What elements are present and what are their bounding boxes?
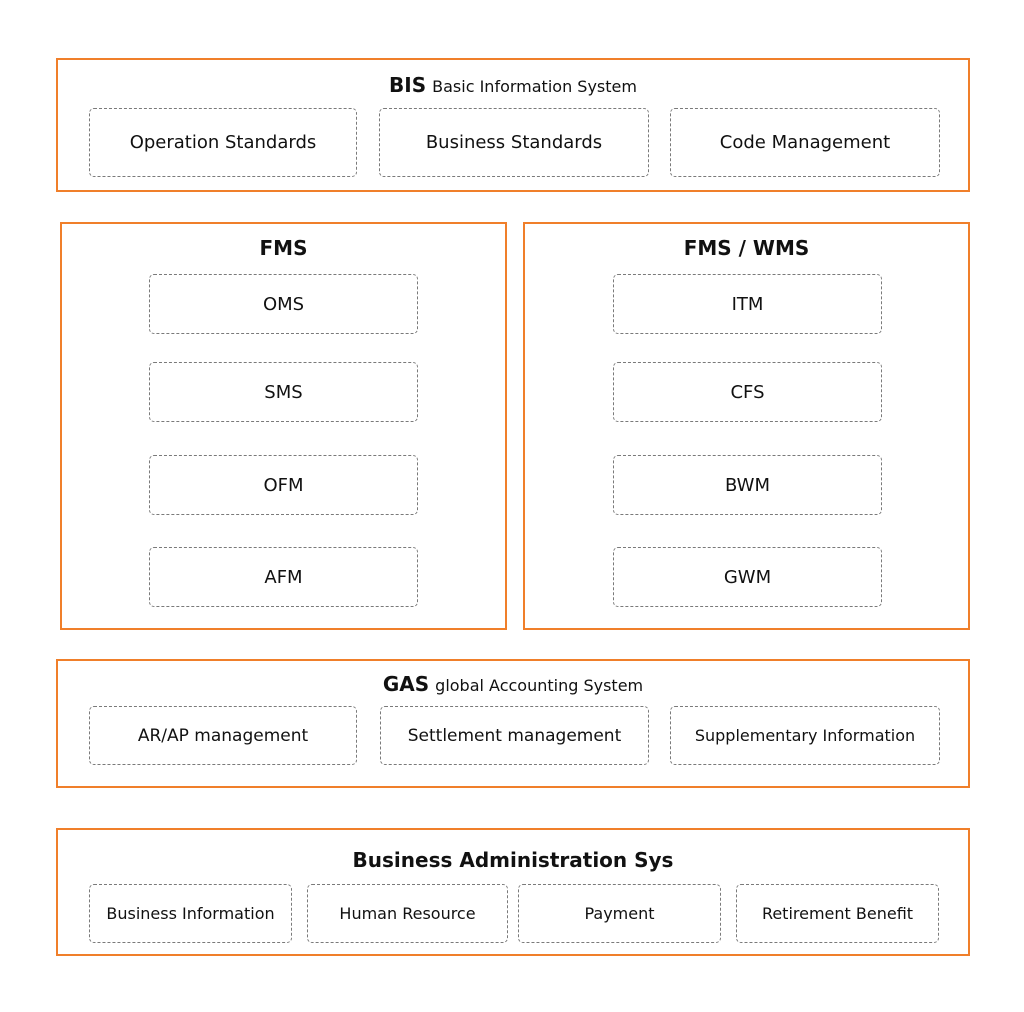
fms-wms-module-itm: ITM [613, 274, 882, 334]
gas-name: global Accounting System [435, 676, 644, 695]
fms-module-oms: OMS [149, 274, 418, 334]
fms-title: FMS [259, 236, 308, 260]
gas-panel [56, 659, 970, 788]
fms-wms-module-cfs: CFS [613, 362, 882, 422]
fms-module-sms: SMS [149, 362, 418, 422]
bis-abbr: BIS [389, 73, 427, 97]
bas-module-payment: Payment [518, 884, 721, 943]
bis-module-operation-standards: Operation Standards [89, 108, 357, 177]
fms-wms-panel [523, 222, 970, 630]
gas-module-supplementary-information: Supplementary Information [670, 706, 940, 765]
bis-module-business-standards: Business Standards [379, 108, 649, 177]
gas-module-settlement-management: Settlement management [380, 706, 649, 765]
bas-module-business-information: Business Information [89, 884, 292, 943]
fms-panel [60, 222, 507, 630]
fms-module-afm: AFM [149, 547, 418, 607]
fms-wms-module-bwm: BWM [613, 455, 882, 515]
bas-module-human-resource: Human Resource [307, 884, 508, 943]
fms-wms-module-gwm: GWM [613, 547, 882, 607]
bas-module-retirement-benefit: Retirement Benefit [736, 884, 939, 943]
gas-title [58, 674, 968, 694]
bas-title: Business Administration Sys [352, 848, 674, 872]
bis-panel [56, 58, 970, 192]
fms-module-ofm: OFM [149, 455, 418, 515]
gas-abbr: GAS [382, 672, 430, 696]
gas-module-ar-ap-management: AR/AP management [89, 706, 357, 765]
bis-module-code-management: Code Management [670, 108, 940, 177]
bas-panel [56, 828, 970, 956]
bis-name: Basic Information System [432, 77, 637, 96]
bis-title [58, 75, 968, 95]
fms-wms-title: FMS / WMS [683, 236, 810, 260]
